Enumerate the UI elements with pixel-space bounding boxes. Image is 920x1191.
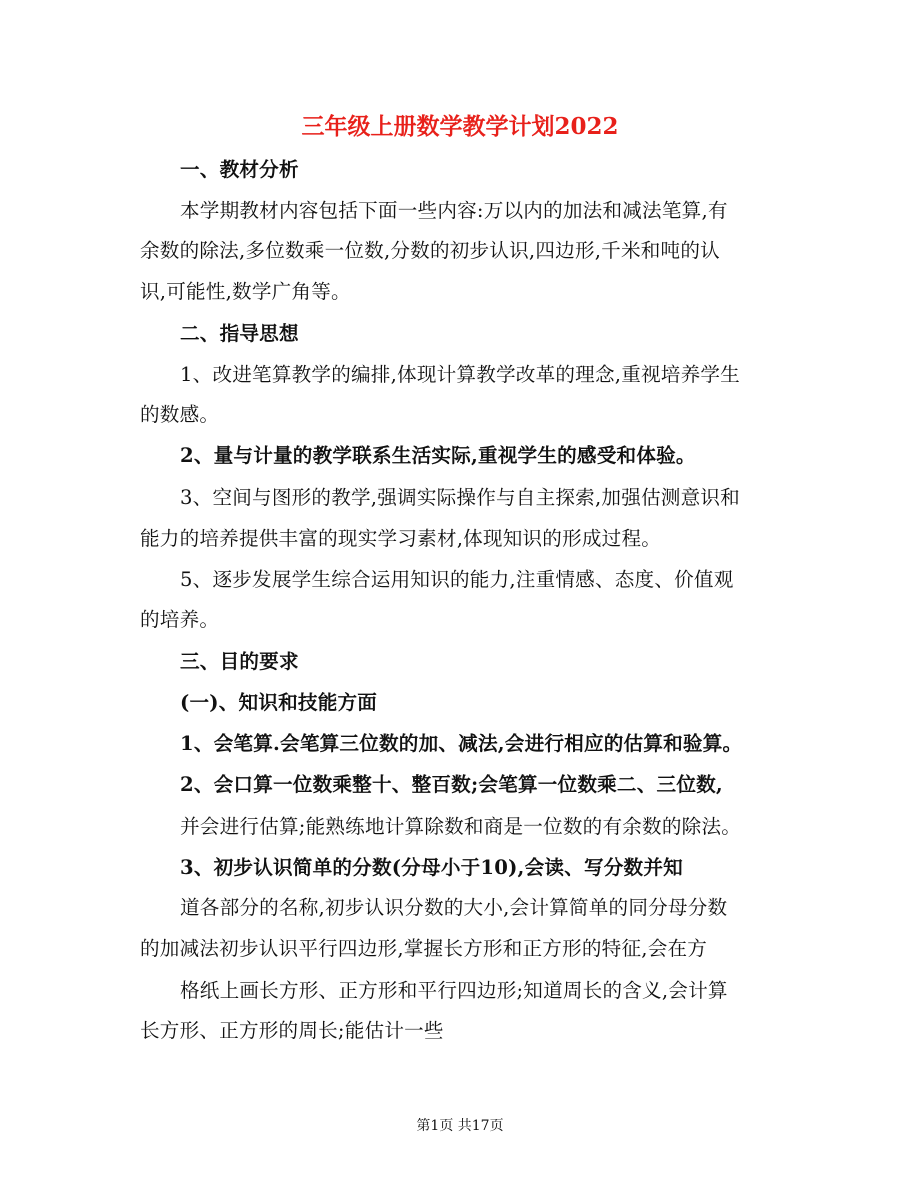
paragraph-line: 道各部分的名称,初步认识分数的大小,会计算简单的同分母分数 — [180, 896, 728, 919]
paragraph-line: 1、改进笔算教学的编排,体现计算教学改革的理念,重视培养学生 — [180, 363, 740, 386]
paragraph-line: 能力的培养提供丰富的现实学习素材,体现知识的形成过程。 — [140, 527, 662, 550]
section-heading-1: 一、教材分析 — [180, 158, 299, 181]
subsection-heading: (一)、知识和技能方面 — [180, 691, 378, 714]
paragraph-line: 2、会口算一位数乘整十、整百数;会笔算一位数乘二、三位数, — [180, 773, 723, 796]
paragraph-line: 2、量与计量的教学联系生活实际,重视学生的感受和体验。 — [180, 444, 696, 467]
paragraph-line: 1、会笔算.会笔算三位数的加、减法,会进行相应的估算和验算。 — [180, 732, 743, 755]
paragraph-line: 3、初步认识简单的分数(分母小于10),会读、写分数并知 — [180, 856, 683, 879]
paragraph-line: 格纸上画长方形、正方形和平行四边形;知道周长的含义,会计算 — [180, 979, 728, 1002]
paragraph-line: 的培养。 — [140, 608, 220, 631]
paragraph-line: 长方形、正方形的周长;能估计一些 — [140, 1019, 444, 1042]
paragraph-line: 的加减法初步认识平行四边形,掌握长方形和正方形的特征,会在方 — [140, 937, 708, 960]
section-heading-2: 二、指导思想 — [180, 322, 299, 345]
page-number: 第1页 共17页 — [416, 1118, 504, 1134]
paragraph-line: 本学期教材内容包括下面一些内容:万以内的加法和减法笔算,有 — [180, 199, 728, 222]
section-heading-3: 三、目的要求 — [180, 650, 299, 673]
document-title: 三年级上册数学教学计划2022 — [301, 113, 619, 140]
paragraph-line: 3、空间与图形的教学,强调实际操作与自主探索,加强估测意识和 — [180, 486, 740, 509]
paragraph-line: 余数的除法,多位数乘一位数,分数的初步认识,四边形,千米和吨的认 — [140, 239, 720, 262]
paragraph-line: 5、逐步发展学生综合运用知识的能力,注重情感、态度、价值观 — [180, 568, 734, 591]
paragraph-line: 的数感。 — [140, 403, 220, 426]
paragraph-line: 识,可能性,数学广角等。 — [140, 280, 351, 303]
paragraph-line: 并会进行估算;能熟练地计算除数和商是一位数的有余数的除法。 — [180, 815, 742, 838]
